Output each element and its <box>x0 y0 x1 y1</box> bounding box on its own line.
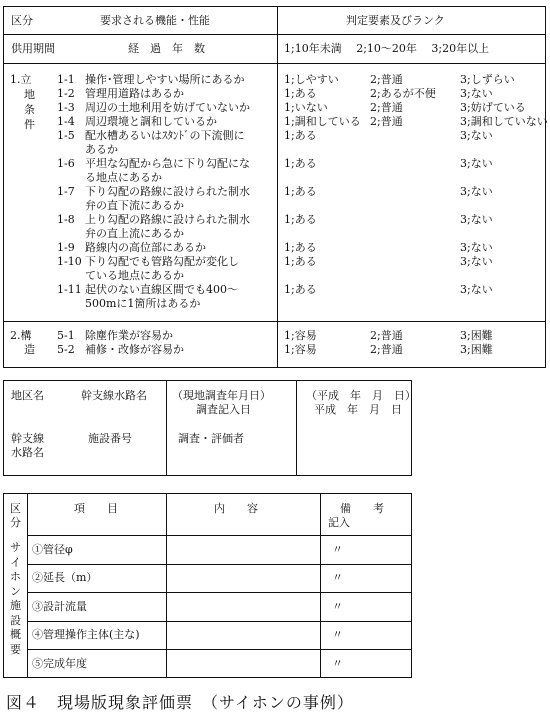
period-judge: 1;10年未満 2;10～20年 3;20年以上 <box>284 42 490 55</box>
overview-note: 〃 <box>332 571 343 584</box>
table-rule <box>27 493 28 678</box>
table-rule <box>27 564 412 565</box>
judge-rank: 1;ある <box>284 255 317 268</box>
overview-item: ⑤完成年度 <box>32 657 87 670</box>
table-rule <box>27 649 412 650</box>
era-date-label: （平成 年 月 日） <box>306 389 416 402</box>
section-label-char: 地 <box>24 88 35 101</box>
overview-head-note-1: 備 考 <box>340 502 384 515</box>
criterion-number: 1-10 <box>57 255 82 268</box>
evaluator-label: 調査・評価者 <box>178 432 244 445</box>
criterion-text: 起伏のない直線区間でも400～ <box>85 283 238 296</box>
table-rule <box>3 63 546 64</box>
criterion-text: ている地点にあるか <box>85 269 184 282</box>
table-rule <box>166 493 167 678</box>
overview-head-note-2: 記入 <box>328 516 350 529</box>
judge-rank: 3;ない <box>460 241 493 254</box>
criterion-text: 500mに1箇所はあるか <box>85 297 201 310</box>
table-rule <box>166 380 167 476</box>
judge-rank: 3;ない <box>460 87 493 100</box>
side-label-char: 概 <box>10 628 21 641</box>
overview-head-content: 内 容 <box>214 502 258 515</box>
judge-rank: 3;ない <box>460 129 493 142</box>
survey-date-label: （現地調査年月日） <box>172 389 271 402</box>
table-rule <box>27 621 412 622</box>
criterion-number: 1-7 <box>57 185 75 198</box>
judge-rank: 3;困難 <box>460 329 493 342</box>
section-label-char: 2.構 <box>10 329 32 342</box>
route-label: 幹支線水路名 <box>81 389 147 402</box>
criterion-number: 1-6 <box>57 157 75 170</box>
judge-rank: 1;ある <box>284 213 317 226</box>
side-label-char: ン <box>10 584 21 598</box>
section-label-char: 造 <box>24 343 35 356</box>
judge-rank: 2;普通 <box>370 343 403 356</box>
era-date-value: 平成 年 月 日 <box>314 403 402 416</box>
table-rule <box>296 380 297 476</box>
criterion-text: 平坦な勾配から急に下り勾配にな <box>85 157 250 170</box>
overview-note: 〃 <box>332 657 343 670</box>
table-rule <box>27 592 412 593</box>
judge-rank: 3;しずらい <box>460 73 515 86</box>
criterion-text: る地点にあるか <box>85 171 162 184</box>
criterion-number: 5-1 <box>57 329 75 342</box>
overview-item: ④管理操作主体(主な) <box>32 628 140 641</box>
judge-rank: 1;ある <box>284 241 317 254</box>
judge-rank: 2;普通 <box>370 115 403 128</box>
criterion-text: 弁の直下流にあるか <box>85 199 184 212</box>
side-label-char: 要 <box>10 642 21 656</box>
judge-rank: 2;あるが不便 <box>370 87 436 100</box>
overview-head-kubun-1: 区 <box>10 502 21 515</box>
judge-rank: 2;普通 <box>370 73 403 86</box>
criterion-text: 管理用道路はあるか <box>85 87 184 100</box>
criterion-number: 5-2 <box>57 343 75 356</box>
criterion-text: 除塵作業が容易か <box>85 329 173 342</box>
side-label-char: イ <box>10 555 21 569</box>
judge-rank: 1;ある <box>284 87 317 100</box>
judge-rank: 1;ある <box>284 157 317 170</box>
overview-item: ②延長（m） <box>32 571 98 584</box>
period-label: 供用期間 <box>11 42 55 55</box>
table-rule <box>320 493 321 678</box>
table-rule <box>3 34 546 35</box>
survey-entry-label: 調査記入日 <box>196 403 251 416</box>
overview-note: 〃 <box>332 543 343 556</box>
criterion-text: 下り勾配の路線に設けられた制水 <box>85 185 250 198</box>
criterion-number: 1-3 <box>57 101 75 114</box>
judge-rank: 1;調和している <box>284 115 361 128</box>
figure-caption: 図４ 現場版現象評価票 （サイホンの事例） <box>6 693 354 712</box>
judge-rank: 3;ない <box>460 255 493 268</box>
judge-rank: 1;ある <box>284 185 317 198</box>
criterion-text: 配水槽あるいはｽﾀﾝﾄﾞの下流側に <box>85 129 245 142</box>
criterion-number: 1-2 <box>57 87 75 100</box>
table-rule <box>3 321 546 322</box>
judge-rank: 3;妨げている <box>460 101 526 114</box>
criterion-text: 路線内の高位部にあるか <box>85 241 206 254</box>
table-rule <box>277 6 278 368</box>
section-label-char: 1.立 <box>10 73 32 86</box>
section-label-char: 条 <box>24 103 35 116</box>
criterion-text: 上り勾配の路線に設けられた制水 <box>85 213 250 226</box>
overview-table <box>3 493 412 678</box>
criterion-text: 弁の直上流にあるか <box>85 227 184 240</box>
side-label-char: 設 <box>10 613 21 627</box>
facility-no-label: 施設番号 <box>88 432 132 445</box>
overview-item: ③設計流量 <box>32 600 87 613</box>
judge-rank: 3;ない <box>460 157 493 170</box>
judge-rank: 1;容易 <box>284 343 317 356</box>
criterion-number: 1-1 <box>57 73 75 86</box>
side-label-char: ホ <box>10 570 21 583</box>
section-label-char: 件 <box>24 118 35 131</box>
overview-note: 〃 <box>332 600 343 613</box>
criterion-text: 下り勾配でも管路勾配が変化し <box>85 255 239 268</box>
criterion-text: 操作･管理しやすい場所にあるか <box>85 73 245 86</box>
judge-rank: 2;普通 <box>370 101 403 114</box>
overview-head-kubun-2: 分 <box>10 516 21 529</box>
judge-rank: 1;ある <box>284 283 317 296</box>
judge-rank: 1;容易 <box>284 329 317 342</box>
overview-note: 〃 <box>332 628 343 641</box>
trunk-label-1: 幹支線 <box>11 432 44 445</box>
period-item: 経 過 年 数 <box>128 42 205 55</box>
judge-rank: 3;ない <box>460 185 493 198</box>
criterion-number: 1-9 <box>57 241 75 254</box>
side-label-char: 施 <box>10 599 21 612</box>
judge-rank: 3;ない <box>460 283 493 296</box>
table-rule <box>27 535 412 536</box>
overview-item: ①管径φ <box>32 543 73 556</box>
header-kubun: 区分 <box>11 14 33 27</box>
criterion-text: あるか <box>85 143 118 156</box>
judge-rank: 3;調和していない <box>460 115 548 128</box>
judge-rank: 1;いない <box>284 101 328 114</box>
criterion-number: 1-11 <box>57 283 82 296</box>
header-judge: 判定要素及びランク <box>346 14 445 27</box>
judge-rank: 1;しやすい <box>284 73 339 86</box>
trunk-label-2: 水路名 <box>11 446 44 459</box>
judge-rank: 3;困難 <box>460 343 493 356</box>
overview-head-item: 項 目 <box>74 502 118 515</box>
criterion-text: 周辺環境と調和しているか <box>85 115 217 128</box>
side-label-char: サ <box>10 541 21 554</box>
criterion-number: 1-8 <box>57 213 75 226</box>
criterion-number: 1-4 <box>57 115 75 128</box>
criterion-text: 補修・改修が容易か <box>85 343 184 356</box>
judge-rank: 1;ある <box>284 129 317 142</box>
district-label: 地区名 <box>11 389 44 402</box>
criterion-text: 周辺の土地利用を妨げていないか <box>85 101 250 114</box>
judge-rank: 3;ない <box>460 213 493 226</box>
header-function: 要求される機能・性能 <box>100 14 210 27</box>
criterion-number: 1-5 <box>57 129 75 142</box>
judge-rank: 2;普通 <box>370 329 403 342</box>
